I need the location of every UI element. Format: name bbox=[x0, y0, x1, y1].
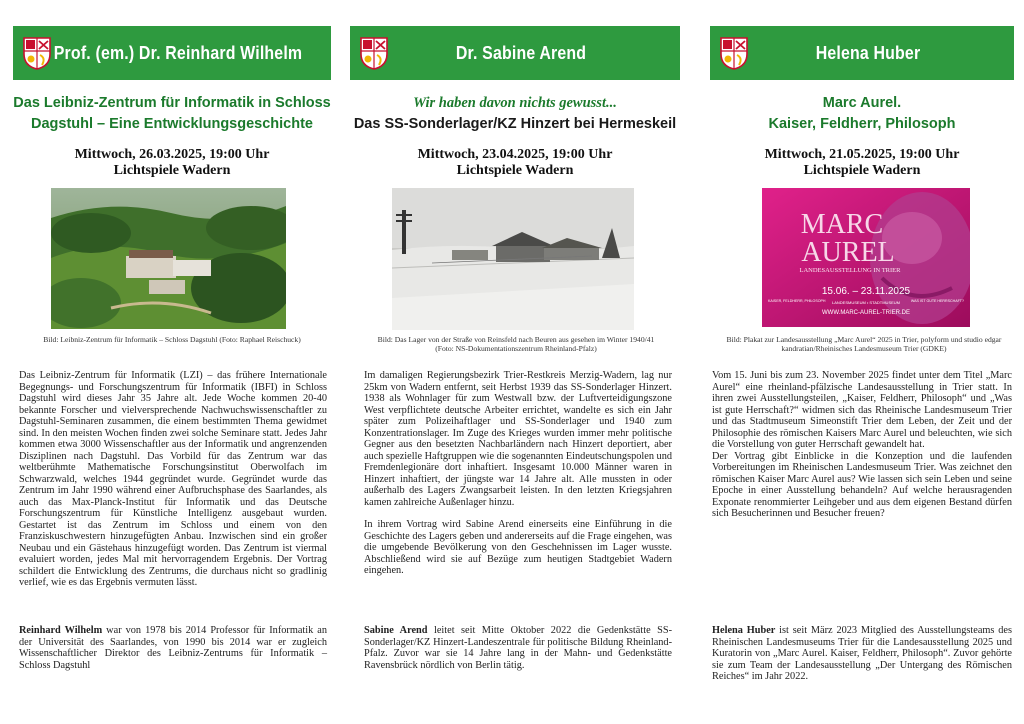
dagstuhl-aerial-photo bbox=[51, 188, 286, 329]
talk-title bbox=[350, 93, 680, 135]
speaker-banner bbox=[350, 26, 680, 80]
event-venue: Lichtspiele Wadern bbox=[803, 163, 921, 178]
description-paragraph: Der Vortrag gibt Einblicke in die Konzeption und die laufenden Vorbereitungen im Rheinischen Landesmuseum Trier. Was zeichnet den römischen Kaiser Marc Aurel aus? Wie lassen sich sein Leben und seine Epoche in einer Ausstellung behandeln? Auf welche herausragenden Exponate renommierter Leihgeber und aus dem eigenen Bestand dürfen sich Besucherinnen und Besucher freuen? bbox=[712, 450, 1012, 519]
speaker-bio bbox=[364, 625, 672, 671]
talk-title bbox=[710, 93, 1014, 135]
photo-caption: Bild: Leibniz-Zentrum für Informatik – Schloss Dagstuhl (Foto: Raphael Reischuck) bbox=[43, 335, 301, 344]
poster-right-label: WAS IST GUTE HERRSCHAFT? bbox=[910, 299, 964, 303]
bio-name: Reinhard Wilhelm bbox=[19, 625, 103, 636]
poster-museums: LANDESMUSEUM • STADTMUSEUM bbox=[832, 300, 900, 305]
speaker-name: Prof. (em.) Dr. Reinhard Wilhelm bbox=[53, 42, 303, 63]
poster-title-1: MARC bbox=[800, 209, 884, 240]
event-info bbox=[710, 147, 1014, 179]
event-date: Mittwoch, 23.04.2025, 19:00 Uhr bbox=[417, 147, 613, 162]
bio-text: leitet seit Mitte Oktober 2022 die Gedenkstätte SS-Sonderlager/KZ Hinzert-Landeszentrale für politische Bildung Rheinland-Pfalz. Zuvor war sie 14 Jahre lang in der Mahn- und Gedenkstätte Ravensbrück nördlich von Berlin tätig. bbox=[364, 625, 673, 671]
event-info bbox=[350, 147, 680, 179]
talk-title bbox=[13, 93, 331, 135]
event-info bbox=[13, 147, 331, 179]
photo-caption: Bild: Das Lager von der Straße von Reinsfeld nach Beuren aus gesehen im Winter 1940/41 (Foto: NS-Dokumentationszentrum Rheinland-Pfalz) bbox=[377, 335, 655, 354]
speaker-name: Dr. Sabine Arend bbox=[455, 42, 587, 63]
description-paragraph: In ihrem Vortrag wird Sabine Arend einerseits eine Einführung in die Geschichte des Lagers geben und andererseits auf die Frage eingehen, was die umgebende Bevölkerung von den Geschehnissen im Lager wusste. Abschließend wird sie auf Bezüge zum heutigen Stadtgebiet Wadern eingehen. bbox=[364, 519, 672, 576]
column-hinzert bbox=[350, 0, 680, 724]
talk-title-line1: Das Leibniz-Zentrum für Informatik in Schloss bbox=[13, 95, 331, 111]
talk-description bbox=[364, 370, 672, 588]
marc-aurel-poster bbox=[762, 188, 970, 327]
speaker-name: Helena Huber bbox=[815, 42, 921, 63]
event-venue: Lichtspiele Wadern bbox=[113, 163, 231, 178]
poster-url: WWW.MARC-AUREL-TRIER.DE bbox=[822, 310, 910, 316]
talk-title-line1: Wir haben davon nichts gewusst... bbox=[413, 95, 617, 111]
talk-description bbox=[712, 370, 1012, 531]
description-paragraph: Vom 15. Juni bis zum 23. November 2025 findet unter dem Titel „Marc Aurel“ eine rheinland-pfälzische Landesausstellung in Trier statt. In ihren zwei Ausstellungsteilen, „Kaiser, Feldherr, Philosoph“ und „Was ist gute Herrschaft?“ widmen sich das Rheinische Landesmuseum Trier und das Stadtmuseum Simeonstift Trier dem Leben, der Zeit und der Philosophie des römischen Kaisers Marc Aurel und beleuchten, wie sich die Vorstellung von guter Herrschaft gewandelt hat. bbox=[712, 370, 1012, 450]
column-dagstuhl bbox=[13, 0, 331, 724]
photo-caption: Bild: Plakat zur Landesausstellung „Marc Aurel“ 2025 in Trier, polyform und studio edgar kandratian/Rheinisches Landesmuseum Trier (GDKE) bbox=[726, 335, 1002, 354]
speaker-bio bbox=[712, 625, 1012, 683]
poster-left-label: KAISER, FELDHERR, PHILOSOPH bbox=[768, 299, 826, 303]
poster-title-2: AUREL bbox=[801, 237, 895, 268]
hinzert-camp-photo bbox=[392, 188, 634, 330]
talk-title-line2: Kaiser, Feldherr, Philosoph bbox=[768, 116, 956, 132]
bio-text: war von 1978 bis 2014 Professor für Informatik an der Universität des Saarlandes, von 1990 bis 2014 war er zugleich Wissenschaftlicher Direktor des Leibniz-Zentrums für Informatik – Schloss Dagstuhl bbox=[19, 625, 328, 671]
bio-name: Sabine Arend bbox=[364, 625, 428, 636]
speaker-banner bbox=[710, 26, 1014, 80]
description-paragraph: Im damaligen Regierungsbezirk Trier-Restkreis Merzig-Wadern, lag nur 25km von Wadern entfernt, seit Herbst 1939 das SS-Sonderlager Hinzert. 1938 als Wohnlager für zum Westwall bzw. der Luftverteidigungszone West verpflichtete deutsche Arbeiter errichtet, wandelte es sich ein Jahr später zum Polizeihaftlager und SS-Sonderlager und 1940 zum Konzentrationslager. Im Zuge des Krieges wurden immer mehr politische Gegner aus den besetzten Nachbarländern nach Hinzert deportiert, aber auch spezielle Haftgruppen wie die sogenannten Eindeutschungspolen und Fremdenlegionäre dort inhaftiert. Insgesamt 10.000 Männer waren in Hinzert inhaftiert, der jüngste war 14 Jahre alt. Alle mussten in oder außerhalb des Lagers Zwangsarbeit leisten. In den letzten Kriegsjahren kamen zahlreiche Außenlager hinzu. bbox=[364, 370, 672, 508]
description-paragraph: Das Leibniz-Zentrum für Informatik (LZI) – das frühere Internationale Begegnungs- und Forschungszentrum für Informatik (IBFI) in Schloss Dagstuhl wird dieses Jahr 35 Jahre alt. Jede Woche kommen 20-40 bekannte Forscher und vielversprechende Nachwuchswissenschaftler zu Dagstuhl-Seminaren zusammen, die einem bestimmten Thema gewidmet sind. In den meisten Wochen finden zwei solche Seminare statt. Jedes Jahr kommen etwa 3000 Wissenschaftler aus der Informatik und angrenzenden Disziplinen nach Dagstuhl. Das Vorbild für das Zentrum war das weltberühmte Mathematische Forschungsinstitut Oberwolfach im Schwarzwald, welches 1944 gegründet wurde. Gegründet wurde das Zentrum im Jahr 1990 während einer Aufbruchsphase des Saarlandes, als auch das Max-Planck-Institut für Informatik und das Deutsche Forschungszentrum für Künstliche Intelligenz ausgebaut wurden. Gestartet ist das Zentrum im Schloss und einem von den Franziskuschwestern hinzugefügten Anbau. Inzwischen sind ein großer Neubau und ein Gästehaus hinzugefügt worden. Das Zentrum ist viermal evaluiert worden, jedes Mal mit hervorragendem Ergebnis. Der Vortrag schildert die Entwicklung des Zentrums, die durchaus nicht so gradlinig verlief, wie es das Ergebnis vermuten lässt. bbox=[19, 370, 327, 588]
talk-description bbox=[19, 370, 327, 600]
poster-dates: 15.06. – 23.11.2025 bbox=[821, 286, 911, 297]
event-date: Mittwoch, 21.05.2025, 19:00 Uhr bbox=[764, 147, 960, 162]
event-venue: Lichtspiele Wadern bbox=[456, 163, 574, 178]
bio-name: Helena Huber bbox=[712, 625, 776, 636]
bio-text: ist seit März 2023 Mitglied des Ausstellungsteams des Rheinischen Landesmuseums Trier für die Landesausstellung 2025 und Kuratorin von „Marc Aurel. Kaiser, Feldherr, Philosoph“. Zuvor gehörte sie zum Team der Landesausstellung „Der Untergang des Römischen Reiches“ im Jahr 2022. bbox=[712, 625, 1012, 682]
speaker-banner bbox=[13, 26, 331, 80]
column-marc-aurel bbox=[710, 0, 1014, 724]
talk-title-line2: Dagstuhl – Eine Entwicklungsgeschichte bbox=[30, 116, 313, 132]
talk-title-line1: Marc Aurel. bbox=[822, 95, 902, 111]
poster-subtitle: LANDESAUSSTELLUNG IN TRIER bbox=[799, 267, 901, 274]
speaker-bio bbox=[19, 625, 327, 671]
talk-title-line2: Das SS-Sonderlager/KZ Hinzert bei Hermeskeil bbox=[353, 116, 677, 132]
event-date: Mittwoch, 26.03.2025, 19:00 Uhr bbox=[74, 147, 270, 162]
